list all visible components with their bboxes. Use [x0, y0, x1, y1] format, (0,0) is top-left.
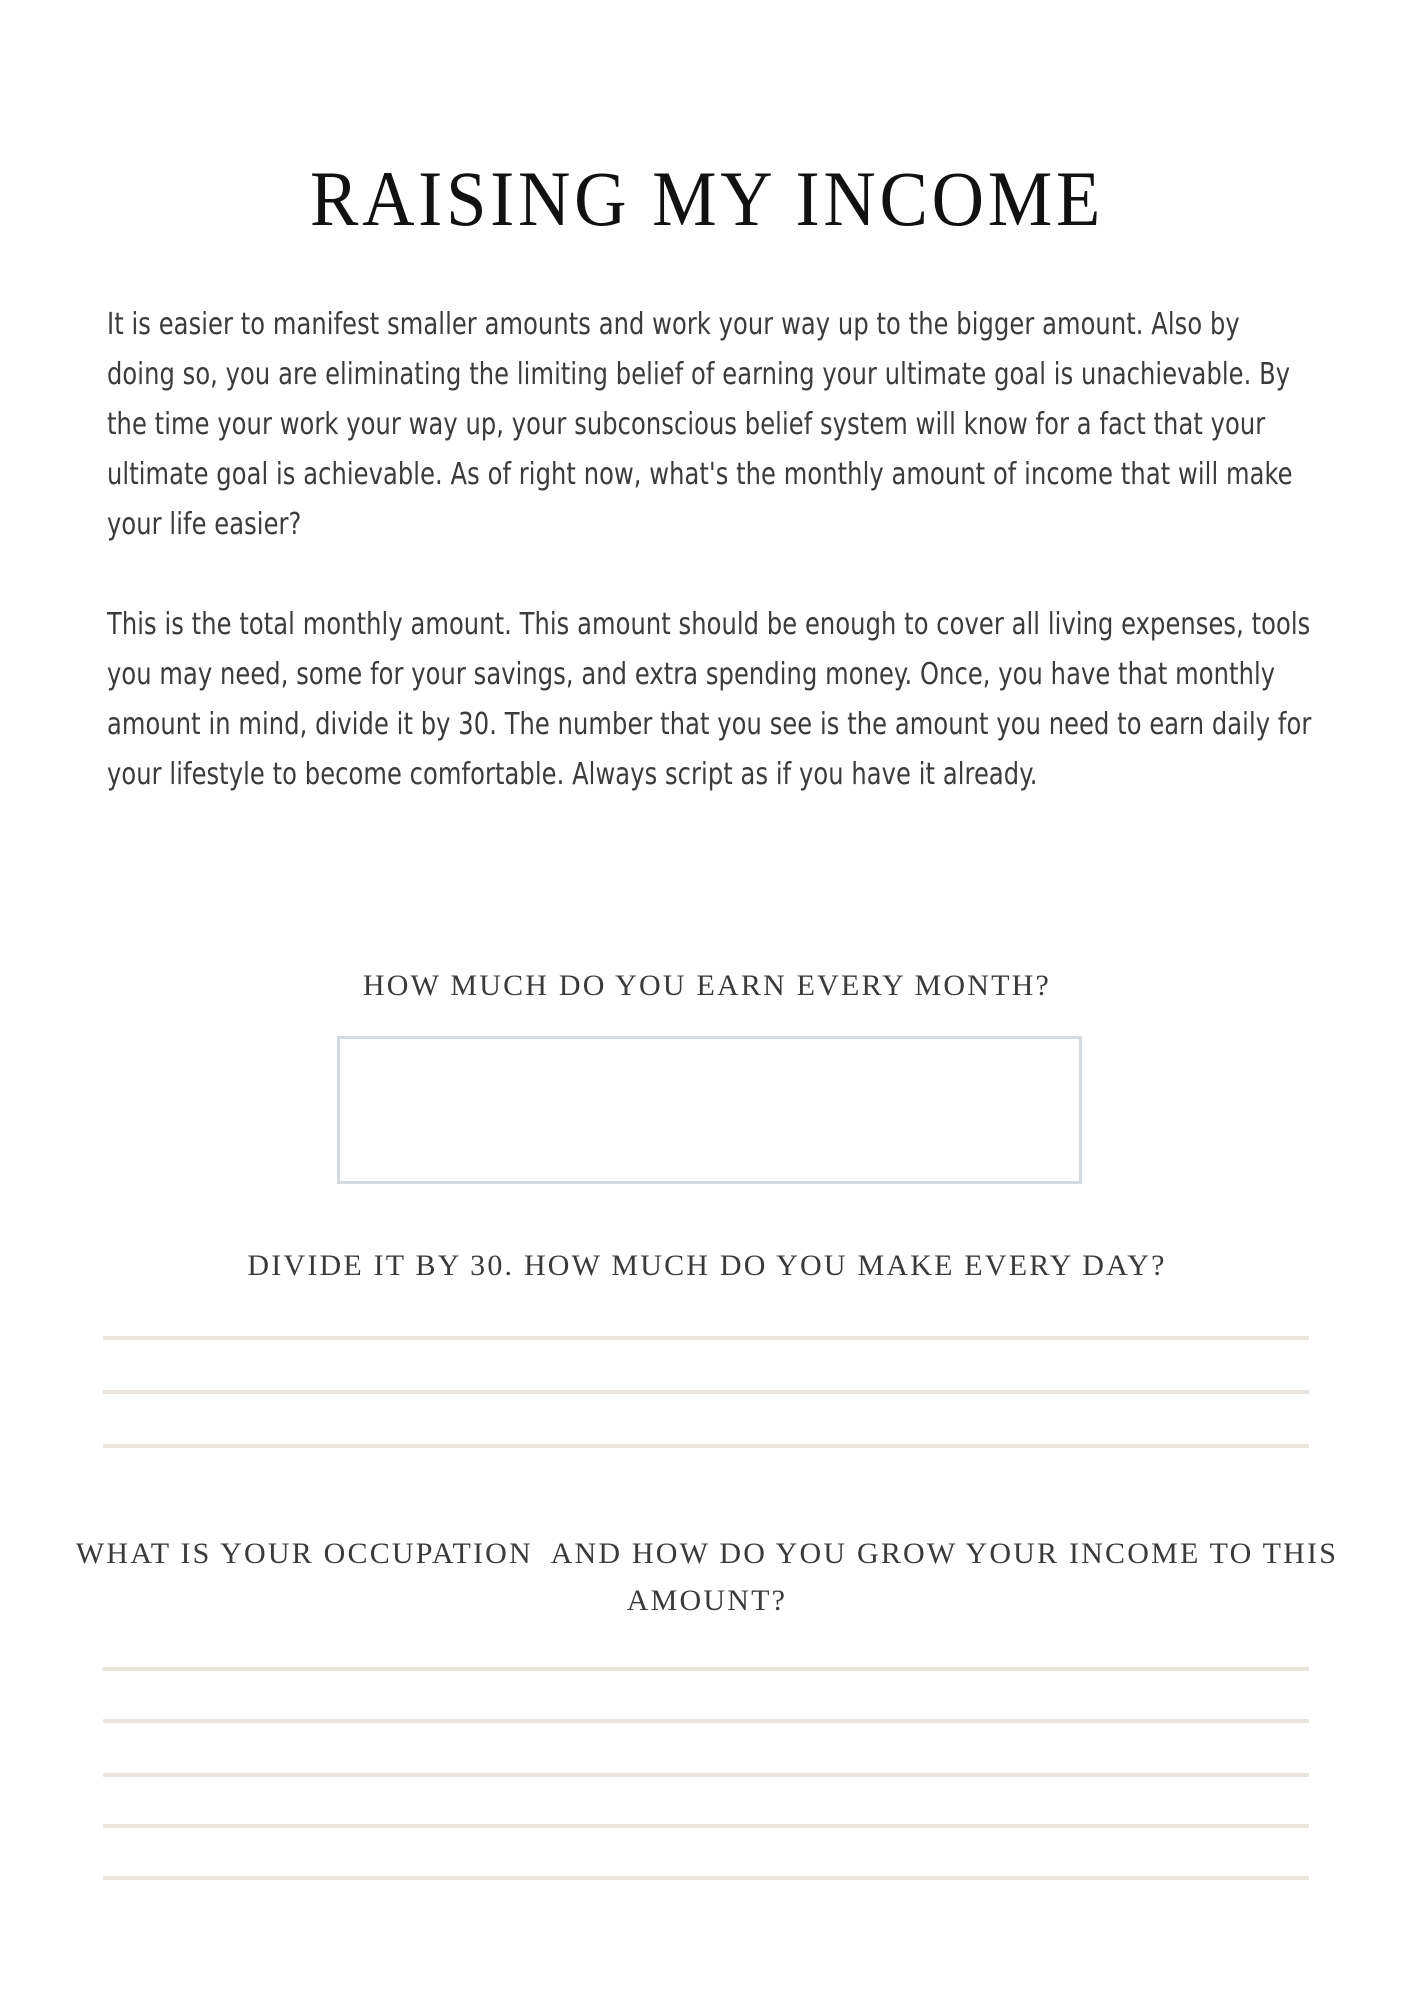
monthly-income-answer-box[interactable]	[337, 1036, 1082, 1184]
intro-paragraph-1: It is easier to manifest smaller amounts and work your way up to the bigger amount. Also by doing so, you are eliminating the limiting belief of earning your ultimate goal is unachievable. By the time your work your way up, your subconscious belief system will know for a fact that your ultimate goal is achievable. As of right now, what's the monthly amount of income that will make your life easier?	[107, 307, 1293, 542]
heading-monthly-income: HOW MUCH DO YOU EARN EVERY MONTH?	[362, 969, 1052, 1002]
writing-line-daily-3[interactable]	[103, 1444, 1309, 1448]
writing-line-occupation-3[interactable]	[103, 1773, 1309, 1777]
writing-line-occupation-1[interactable]	[103, 1667, 1309, 1671]
writing-line-daily-2[interactable]	[103, 1390, 1309, 1394]
heading-daily-income: DIVIDE IT BY 30. HOW MUCH DO YOU MAKE EVERY DAY?	[247, 1249, 1167, 1282]
writing-line-occupation-5[interactable]	[103, 1876, 1309, 1880]
writing-line-occupation-2[interactable]	[103, 1719, 1309, 1723]
intro-paragraph-2: This is the total monthly amount. This amount should be enough to cover all living expenses, tools you may need, some for your savings, and extra spending money. Once, you have that monthly amount in mind, divide it by 30. The number that you see is the amount you need to earn daily for your lifestyle to become comfortable. Always script as if you have it already.	[107, 607, 1312, 792]
heading-occupation: WHAT IS YOUR OCCUPATION AND HOW DO YOU GROW YOUR INCOME TO THIS AMOUNT?	[75, 1537, 1347, 1617]
intro-text-block	[107, 300, 1312, 800]
writing-line-daily-1[interactable]	[103, 1336, 1309, 1340]
writing-line-occupation-4[interactable]	[103, 1824, 1309, 1828]
page-title: RAISING MY INCOME	[309, 155, 1105, 243]
